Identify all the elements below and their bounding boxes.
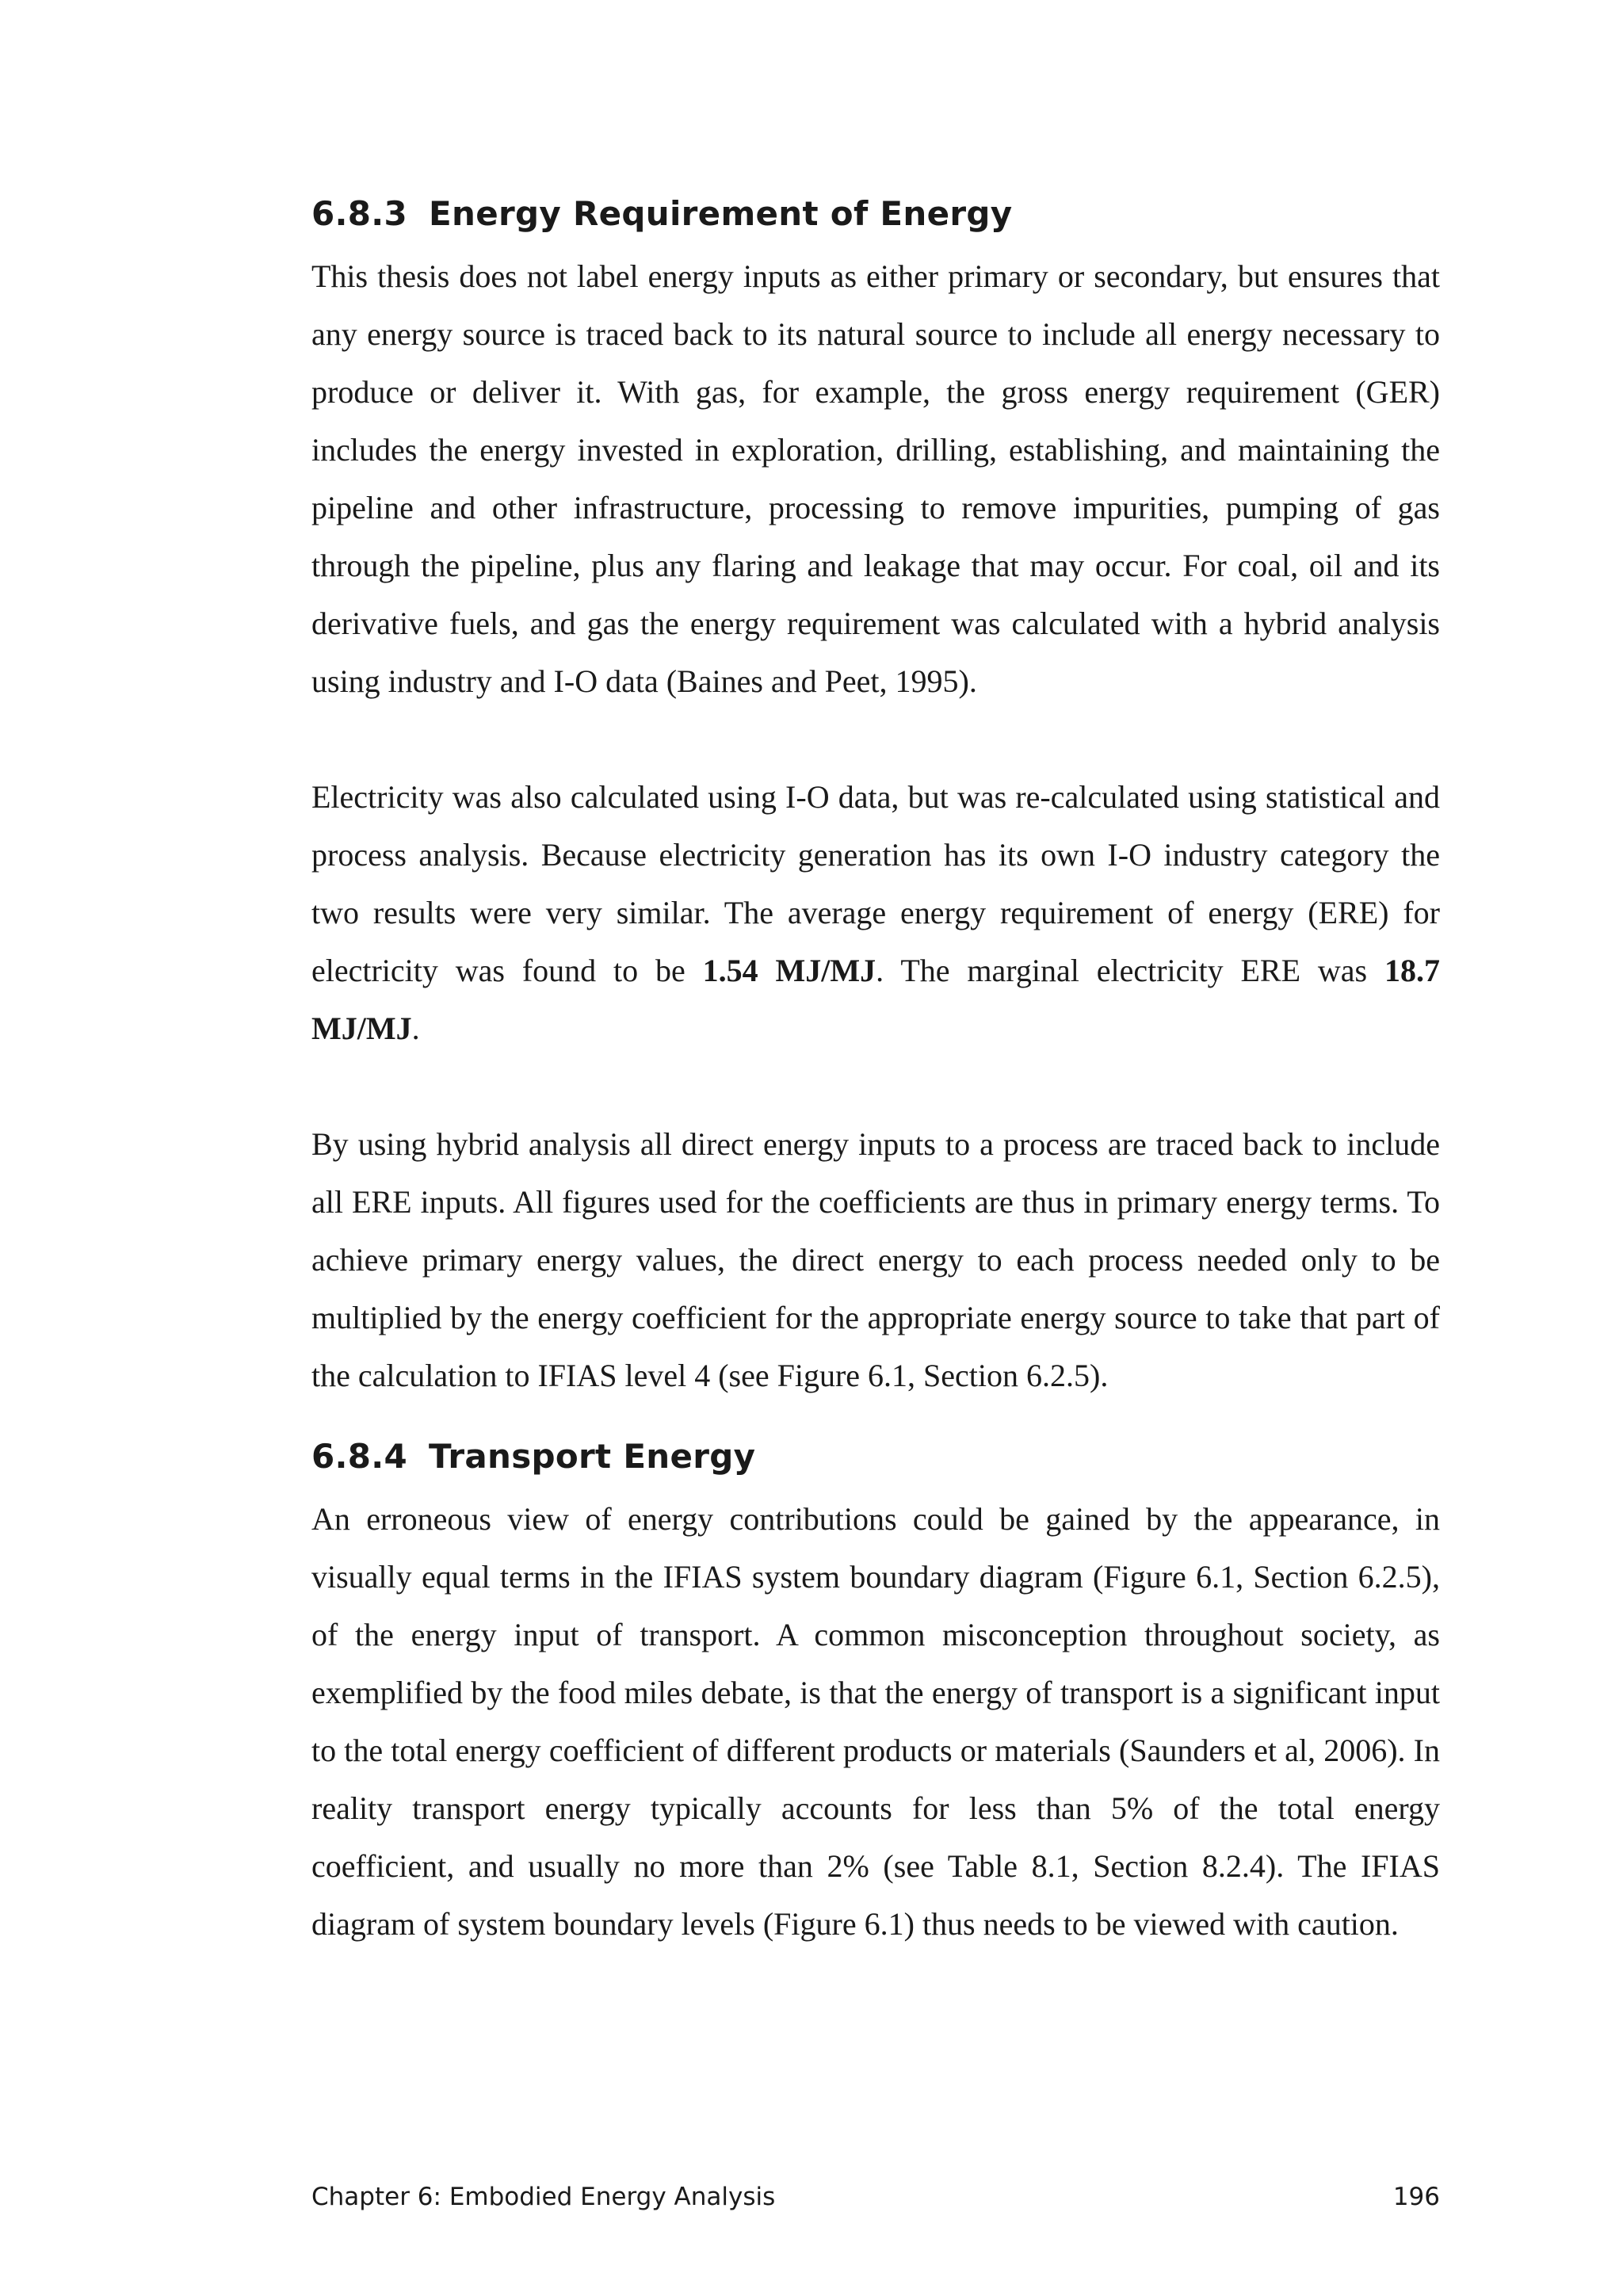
paragraph-transport-energy: An erroneous view of energy contributions could be gained by the appearance, in visually equal terms in the IFIAS system boundary diagram (Figure 6.1, Section 6.2.5), of the energy input of transport. A common misconception throughout society, as exemplified by the food miles debate, is that the energy of transport is a significant input to the total energy coefficient of different products or materials (Saunders et al, 2006). In reality transport energy typically accounts for less than 5% of the total energy coefficient, and usually no more than 2% (see Table 8.1, Section 8.2.4). The IFIAS diagram of system boundary levels (Figure 6.1) thus needs to be viewed with caution. xyxy=(311,1501,1440,1942)
paragraph-text: . The marginal electricity ERE was xyxy=(876,953,1384,988)
paragraph-hybrid-analysis: By using hybrid analysis all direct energy inputs to a process are traced back to include all ERE inputs. All figures used for the coefficients are thus in primary energy terms. To achieve primary energy values, the direct energy to each process needed only to be multiplied by the energy coefficient for the appropriate energy source to take that part of the calculation to IFIAS level 4 (see Figure 6.1, Section 6.2.5). xyxy=(311,1126,1440,1393)
section-number: 6.8.3 xyxy=(311,194,408,233)
section-heading-6-8-3 xyxy=(311,190,1440,238)
paragraph-text: Electricity was also calculated using I-O data, but was re-calculated using statistical and process analysis. Because electricity generation has its own I-O industry category the two results were very similar. The average energy requirement of energy (ERE) for electricity was found to be xyxy=(311,779,1440,988)
paragraph-energy-requirement-intro: This thesis does not label energy inputs as either primary or secondary, but ensures that any energy source is traced back to its natural source to include all energy necessary to produce or deliver it. With gas, for example, the gross energy requirement (GER) includes the energy invested in exploration, drilling, establishing, and maintaining the pipeline and other infrastructure, processing to remove impurities, pumping of gas through the pipeline, plus any flaring and leakage that may occur. For coal, oil and its derivative fuels, and gas the energy requirement was calculated with a hybrid analysis using industry and I-O data (Baines and Peet, 1995). xyxy=(311,258,1440,699)
average-ere-value: 1.54 MJ/MJ xyxy=(702,953,876,988)
section-number: 6.8.4 xyxy=(311,1437,408,1476)
paragraph-electricity-ere xyxy=(311,768,1440,1057)
marginal-ere-value: 18.7 MJ/MJ xyxy=(311,953,1440,1046)
section-title: Energy Requirement of Energy xyxy=(429,194,1013,233)
section-heading-6-8-4 xyxy=(311,1433,1440,1480)
footer-chapter-title: Chapter 6: Embodied Energy Analysis xyxy=(311,2183,776,2211)
footer-page-number: 196 xyxy=(1392,2183,1440,2211)
paragraph-text: . xyxy=(411,1010,420,1046)
page-content xyxy=(311,190,1440,1953)
section-spacer xyxy=(311,1404,1440,1433)
page-footer xyxy=(311,2181,1440,2213)
section-title: Transport Energy xyxy=(429,1437,756,1476)
